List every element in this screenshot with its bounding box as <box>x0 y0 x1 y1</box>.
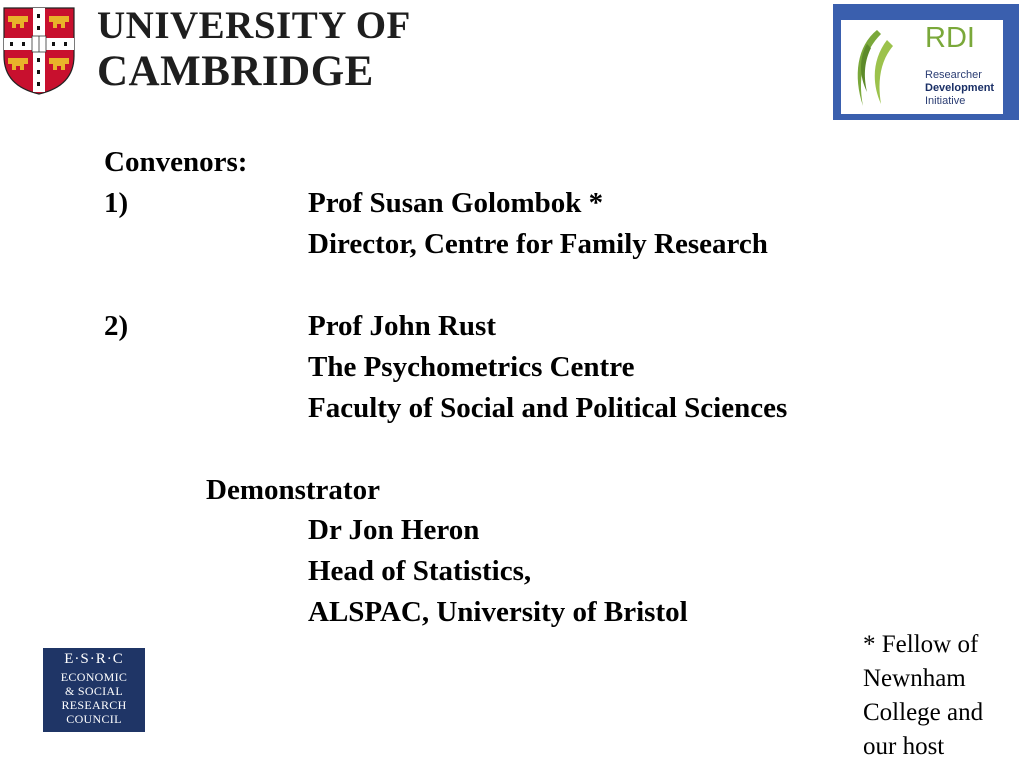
footnote-line-2: Newnham <box>863 665 966 692</box>
convenor-1-role: Director, Centre for Family Research <box>308 228 768 260</box>
convenor-1-name: Prof Susan Golombok * <box>308 187 604 219</box>
convenor-2-faculty: Faculty of Social and Political Sciences <box>308 392 788 424</box>
convenor-2-number: 2) <box>104 310 129 342</box>
convenor-2-name: Prof John Rust <box>308 310 496 342</box>
university-name-line1: UNIVERSITY OF <box>97 4 411 47</box>
footnote-line-4: our host <box>863 733 945 760</box>
esrc-logo-line-1: ECONOMIC <box>60 670 128 684</box>
demonstrator-heading: Demonstrator <box>206 474 380 506</box>
rdi-abbr: RDI <box>925 22 975 54</box>
demonstrator-role: Head of Statistics, <box>308 555 532 587</box>
university-name-line2: CAMBRIDGE <box>97 48 374 95</box>
esrc-logo-line-2: & SOCIAL <box>64 684 124 698</box>
rdi-line-1: Researcher <box>925 69 982 81</box>
rdi-swoosh-icon <box>847 24 903 110</box>
demonstrator-organisation: ALSPAC, University of Bristol <box>308 596 688 628</box>
esrc-logo-line-4: COUNCIL <box>66 712 122 726</box>
rdi-logo-panel <box>841 20 1003 114</box>
rdi-line-3: Initiative <box>925 95 966 107</box>
esrc-logo <box>43 648 145 732</box>
esrc-logo-abbr: E·S·R·C <box>64 651 124 667</box>
footnote <box>863 628 1023 764</box>
rdi-logo <box>833 4 1019 120</box>
convenor-1-number: 1) <box>104 187 129 219</box>
footnote-line-3: College and <box>863 699 984 726</box>
footnote-line-1: * Fellow of <box>863 631 979 658</box>
convenors-heading: Convenors: <box>104 146 248 178</box>
convenor-2-affiliation: The Psychometrics Centre <box>308 351 635 383</box>
cambridge-crest-icon <box>2 6 76 96</box>
rdi-line-2: Development <box>925 82 995 94</box>
esrc-logo-line-3: RESEARCH <box>61 698 127 712</box>
demonstrator-name: Dr Jon Heron <box>308 514 480 546</box>
